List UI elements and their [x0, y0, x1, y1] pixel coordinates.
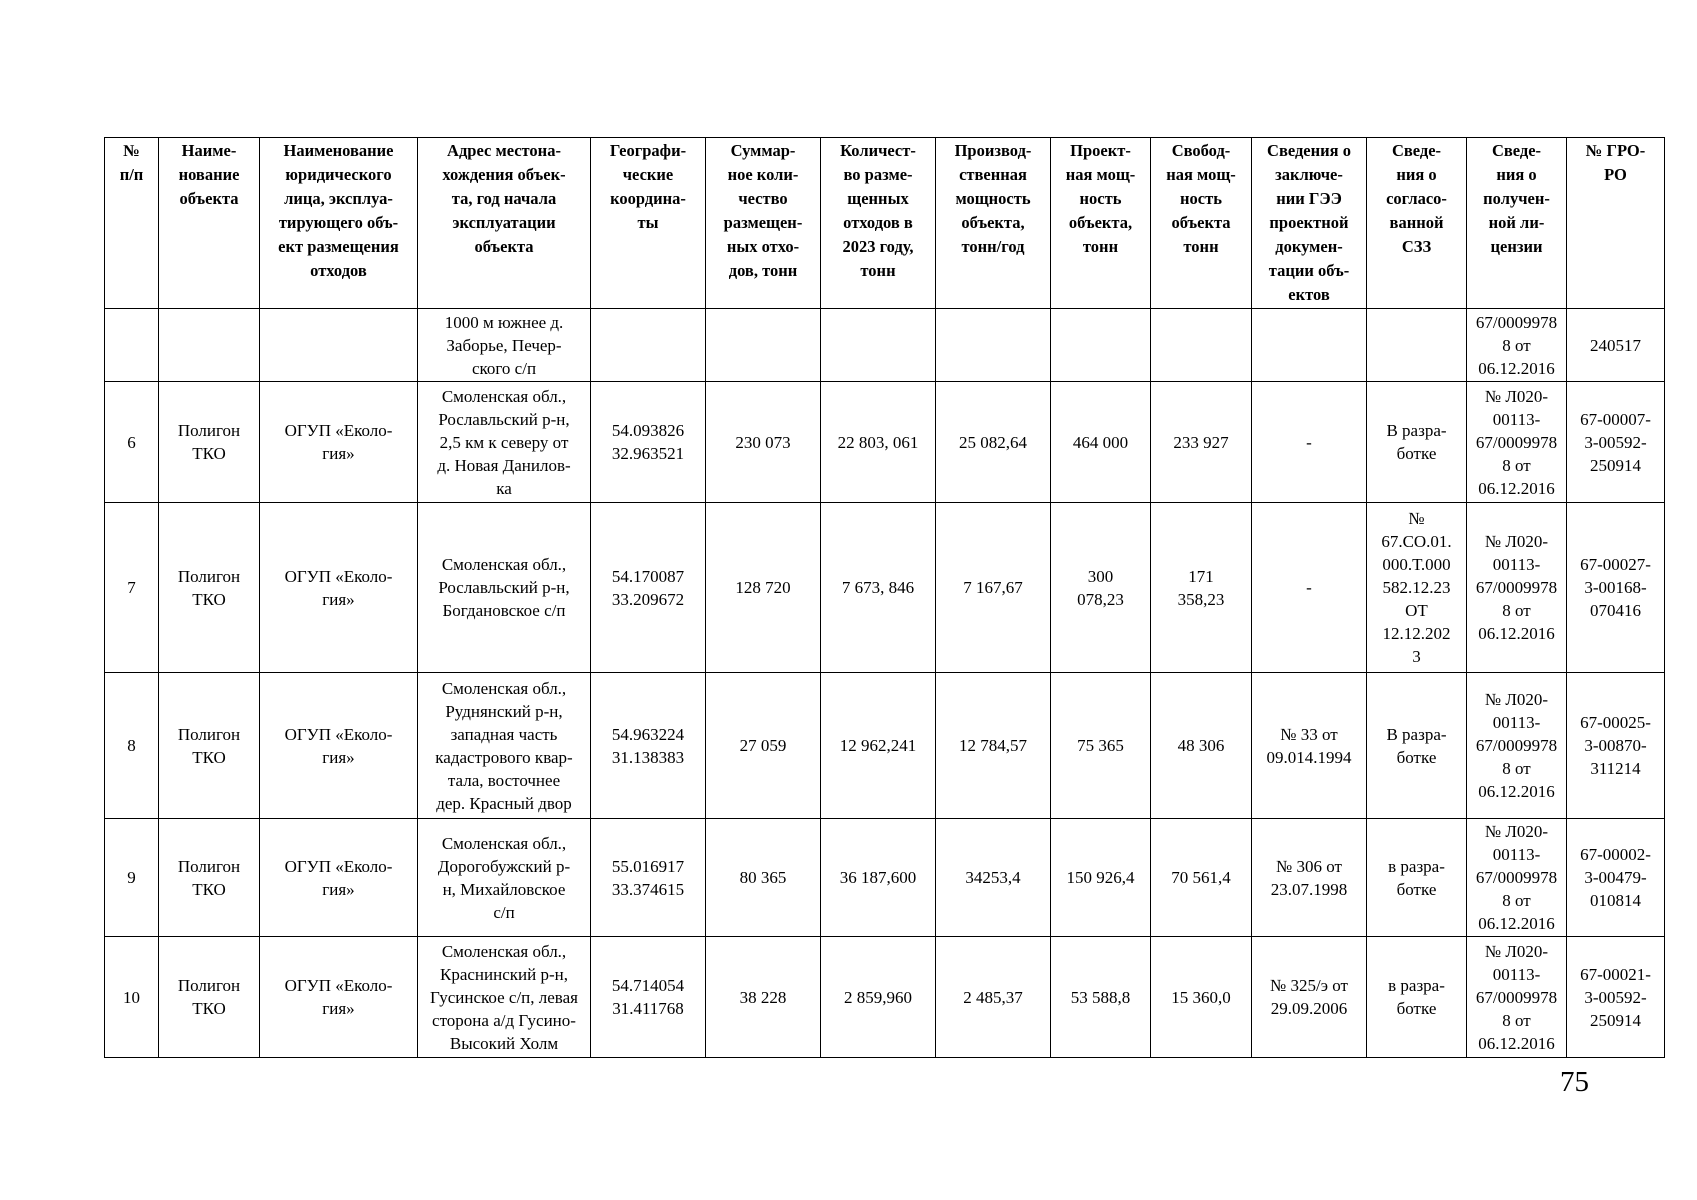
column-header-szz: Сведе- ния о согласо- ванной СЗЗ [1367, 138, 1467, 309]
cell-szz: в разра- ботке [1367, 819, 1467, 937]
cell-design-capacity: 75 365 [1051, 673, 1151, 819]
cell-production-capacity [936, 309, 1051, 382]
cell-number [105, 309, 159, 382]
cell-address: Смоленская обл., Дорогобужский р- н, Михайловское с/п [418, 819, 591, 937]
cell-gee [1252, 309, 1367, 382]
column-header-free-capacity: Свобод- ная мощ- ность объекта тонн [1151, 138, 1252, 309]
column-header-total-waste: Суммар- ное коли- чество размещен- ных отхо- дов, тонн [706, 138, 821, 309]
cell-total-waste [706, 309, 821, 382]
cell-license: № Л020- 00113- 67/0009978 8 от 06.12.2016 [1467, 937, 1567, 1058]
cell-license: № Л020- 00113- 67/0009978 8 от 06.12.2016 [1467, 819, 1567, 937]
cell-operator: ОГУП «Еколо- гия» [260, 937, 418, 1058]
cell-coordinates: 55.016917 33.374615 [591, 819, 706, 937]
page-number: 75 [1560, 1066, 1589, 1098]
cell-free-capacity [1151, 309, 1252, 382]
column-header-production-capacity: Производ- ственная мощность объекта, тонн/год [936, 138, 1051, 309]
cell-coordinates: 54.093826 32.963521 [591, 382, 706, 503]
cell-production-capacity: 25 082,64 [936, 382, 1051, 503]
column-header-coordinates: Географи- ческие координа- ты [591, 138, 706, 309]
cell-number: 9 [105, 819, 159, 937]
cell-address: 1000 м южнее д. Заборье, Печер- ского с/п [418, 309, 591, 382]
cell-free-capacity: 171 358,23 [1151, 503, 1252, 673]
cell-number: 6 [105, 382, 159, 503]
cell-address: Смоленская обл., Рославльский р-н, 2,5 км к северу от д. Новая Данилов- ка [418, 382, 591, 503]
cell-gee: № 325/э от 29.09.2006 [1252, 937, 1367, 1058]
cell-waste-2023: 36 187,600 [821, 819, 936, 937]
cell-number: 7 [105, 503, 159, 673]
waste-facilities-table [104, 137, 1665, 1058]
cell-groro: 67-00025- 3-00870- 311214 [1567, 673, 1665, 819]
cell-number: 10 [105, 937, 159, 1058]
column-header-gee: Сведения о заключе- нии ГЭЭ проектной докумен- тации объ- ектов [1252, 138, 1367, 309]
cell-object-name [159, 309, 260, 382]
cell-coordinates: 54.714054 31.411768 [591, 937, 706, 1058]
cell-object-name: Полигон ТКО [159, 673, 260, 819]
cell-production-capacity: 2 485,37 [936, 937, 1051, 1058]
cell-object-name: Полигон ТКО [159, 819, 260, 937]
cell-design-capacity [1051, 309, 1151, 382]
cell-total-waste: 230 073 [706, 382, 821, 503]
cell-operator [260, 309, 418, 382]
cell-szz: № 67.СО.01. 000.Т.000 582.12.23 ОТ 12.12.202 3 [1367, 503, 1467, 673]
cell-gee: № 306 от 23.07.1998 [1252, 819, 1367, 937]
cell-gee: - [1252, 382, 1367, 503]
cell-operator: ОГУП «Еколо- гия» [260, 819, 418, 937]
cell-szz [1367, 309, 1467, 382]
cell-waste-2023: 12 962,241 [821, 673, 936, 819]
cell-szz: в разра- ботке [1367, 937, 1467, 1058]
cell-total-waste: 80 365 [706, 819, 821, 937]
cell-license: 67/0009978 8 от 06.12.2016 [1467, 309, 1567, 382]
cell-waste-2023: 7 673, 846 [821, 503, 936, 673]
cell-address: Смоленская обл., Краснинский р-н, Гусинское с/п, левая сторона а/д Гусино- Высокий Холм [418, 937, 591, 1058]
column-header-object-name: Наиме- нование объекта [159, 138, 260, 309]
cell-operator: ОГУП «Еколо- гия» [260, 673, 418, 819]
table-row [105, 382, 1665, 503]
table-header-row [105, 138, 1665, 309]
column-header-address: Адрес местона- хождения объек- та, год начала эксплуатации объекта [418, 138, 591, 309]
column-header-number: № п/п [105, 138, 159, 309]
cell-groro: 67-00007- 3-00592- 250914 [1567, 382, 1665, 503]
cell-license: № Л020- 00113- 67/0009978 8 от 06.12.2016 [1467, 503, 1567, 673]
cell-number: 8 [105, 673, 159, 819]
cell-coordinates: 54.963224 31.138383 [591, 673, 706, 819]
table-row [105, 937, 1665, 1058]
cell-waste-2023 [821, 309, 936, 382]
cell-design-capacity: 300 078,23 [1051, 503, 1151, 673]
cell-production-capacity: 7 167,67 [936, 503, 1051, 673]
cell-object-name: Полигон ТКО [159, 937, 260, 1058]
cell-total-waste: 128 720 [706, 503, 821, 673]
column-header-design-capacity: Проект- ная мощ- ность объекта, тонн [1051, 138, 1151, 309]
cell-object-name: Полигон ТКО [159, 382, 260, 503]
cell-license: № Л020- 00113- 67/0009978 8 от 06.12.2016 [1467, 673, 1567, 819]
cell-free-capacity: 48 306 [1151, 673, 1252, 819]
cell-operator: ОГУП «Еколо- гия» [260, 503, 418, 673]
cell-free-capacity: 15 360,0 [1151, 937, 1252, 1058]
cell-gee: - [1252, 503, 1367, 673]
cell-address: Смоленская обл., Руднянский р-н, западная часть кадастрового квар- тала, восточнее дер. Красный двор [418, 673, 591, 819]
column-header-waste-2023: Количест- во разме- щенных отходов в 2023 году, тонн [821, 138, 936, 309]
table-row [105, 673, 1665, 819]
cell-design-capacity: 150 926,4 [1051, 819, 1151, 937]
cell-design-capacity: 464 000 [1051, 382, 1151, 503]
cell-total-waste: 27 059 [706, 673, 821, 819]
cell-groro: 240517 [1567, 309, 1665, 382]
cell-coordinates [591, 309, 706, 382]
cell-szz: В разра- ботке [1367, 673, 1467, 819]
cell-operator: ОГУП «Еколо- гия» [260, 382, 418, 503]
column-header-license: Сведе- ния о получен- ной ли- цензии [1467, 138, 1567, 309]
cell-szz: В разра- ботке [1367, 382, 1467, 503]
cell-waste-2023: 2 859,960 [821, 937, 936, 1058]
table-row [105, 503, 1665, 673]
cell-gee: № 33 от 09.014.1994 [1252, 673, 1367, 819]
cell-license: № Л020- 00113- 67/0009978 8 от 06.12.2016 [1467, 382, 1567, 503]
table-row [105, 819, 1665, 937]
table-row [105, 309, 1665, 382]
cell-groro: 67-00027- 3-00168- 070416 [1567, 503, 1665, 673]
column-header-operator: Наименование юридического лица, эксплуа- тирующего объ- ект размещения отходов [260, 138, 418, 309]
cell-coordinates: 54.170087 33.209672 [591, 503, 706, 673]
cell-design-capacity: 53 588,8 [1051, 937, 1151, 1058]
cell-object-name: Полигон ТКО [159, 503, 260, 673]
cell-total-waste: 38 228 [706, 937, 821, 1058]
cell-production-capacity: 12 784,57 [936, 673, 1051, 819]
cell-free-capacity: 70 561,4 [1151, 819, 1252, 937]
cell-free-capacity: 233 927 [1151, 382, 1252, 503]
column-header-groro: № ГРО- РО [1567, 138, 1665, 309]
cell-groro: 67-00021- 3-00592- 250914 [1567, 937, 1665, 1058]
cell-production-capacity: 34253,4 [936, 819, 1051, 937]
cell-waste-2023: 22 803, 061 [821, 382, 936, 503]
cell-address: Смоленская обл., Рославльский р-н, Богдановское с/п [418, 503, 591, 673]
cell-groro: 67-00002- 3-00479- 010814 [1567, 819, 1665, 937]
